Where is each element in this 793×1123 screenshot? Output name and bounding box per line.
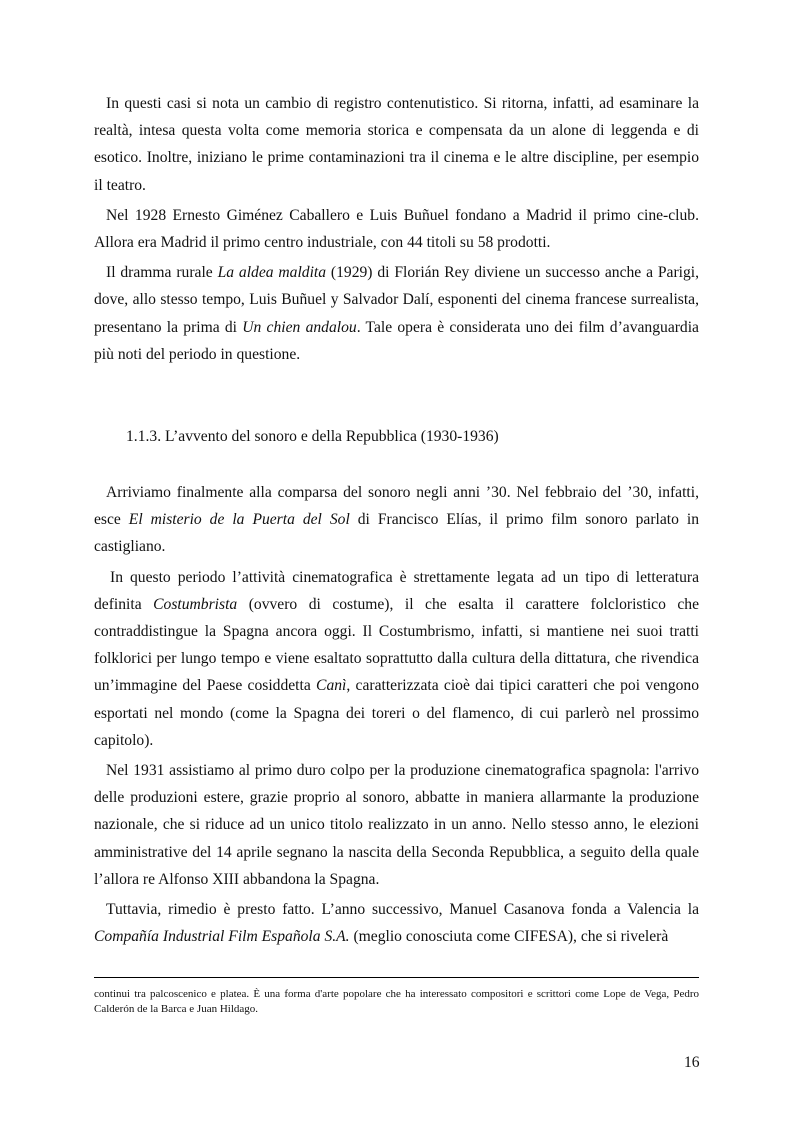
footnote-divider — [94, 977, 699, 978]
paragraph-cifesa — [94, 896, 699, 950]
paragraph-1931: Nel 1931 assistiamo al primo duro colpo per la produzione cinematografica spagnola: l'arrivo delle produzioni estere, grazie proprio al sonoro, abbatte in maniera allarmante la produzione nazionale, che si riduce ad un unico titolo realizzato in un anno. Nello stesso anno, le elezioni amministrative del 14 aprile segnano la nascita della Seconda Repubblica, a seguito della quale l’allora re Alfonso XIII abbandona la Spagna. — [94, 762, 699, 888]
paragraph-register-change: In questi casi si nota un cambio di registro contenutistico. Si ritorna, infatti, ad esaminare la realtà, intesa questa volta come memoria storica e compensata da un alone di leggenda e di esotico. Inoltre, iniziano le prime contaminazioni tra il cinema e le altre discipline, per esempio il teatro. — [94, 95, 699, 194]
film-title: La aldea maldita — [217, 264, 327, 282]
text-span: , caratterizzata cioè dai tipici caratteri che poi vengono esportati nel mondo (come la Spagna dei toreri o del flamenco, di cui parlerò nel prossimo capitolo). — [94, 677, 700, 749]
text-span: di Francisco Elías, il primo film sonoro parlato in castigliano. — [94, 511, 699, 556]
genre-term: Costumbrista — [153, 595, 238, 613]
text-span: (1929) di Florián Rey diviene un successo anche a Parigi, dove, allo stesso tempo, Luis Buñuel y Salvador Dalí, esponenti del cinema francese surrealista, presentano la prima di — [94, 264, 699, 336]
section-heading: 1.1.3. L’avvento del sonoro e della Repubblica (1930-1936) — [126, 428, 499, 445]
text-span: In questo periodo l’attività cinematografica è strettamente legata ad un tipo di letteratura definita — [94, 568, 699, 613]
text-span: . Tale opera è considerata uno dei film d’avanguardia più noti del periodo in questione. — [94, 318, 699, 363]
footnote: continui tra palcoscenico e platea. È una forma d'arte popolare che ha interessato compositori e scrittori come Lope de Vega, Pedro Calderón de la Barca e Juan Hildago. — [94, 988, 699, 1015]
paragraph-costumbrista — [94, 564, 699, 754]
company-name: Compañía Industrial Film Española S.A. — [94, 928, 350, 946]
text-span: Tuttavia, rimedio è presto fatto. L’anno successivo, Manuel Casanova fonda a Valencia la — [106, 901, 699, 919]
film-title: Un chien andalou — [242, 318, 357, 336]
text-span: (meglio conosciuta come CIFESA), che si rivelerà — [349, 928, 669, 946]
text-span: Arriviamo finalmente alla comparsa del sonoro negli anni ’30. Nel febbraio del ’30, infatti, esce — [94, 484, 699, 529]
text-span: Il dramma rurale — [106, 264, 218, 282]
section-1 — [94, 90, 699, 371]
genre-term: Canì — [316, 677, 347, 695]
section-2 — [94, 479, 699, 953]
paragraph-sound-arrival — [94, 479, 699, 561]
film-title: El misterio de la Puerta del Sol — [128, 511, 350, 529]
paragraph-aldea-maldita — [94, 259, 699, 368]
page-number: 16 — [684, 1054, 700, 1071]
paragraph-cine-club: Nel 1928 Ernesto Giménez Caballero e Luis Buñuel fondano a Madrid il primo cine-club. Allora era Madrid il primo centro industriale, con 44 titoli su 58 prodotti. — [94, 206, 699, 252]
text-span: (ovvero di costume), il che esalta il carattere folcloristico che contraddistingue la Spagna ancora oggi. Il Costumbrismo, infatti, si mantiene nei suoi tratti folklorici per lungo tempo e viene esaltato soprattutto dalla cultura della dittatura, che rivendica un’immagine del Paese cosiddetta — [94, 595, 700, 695]
